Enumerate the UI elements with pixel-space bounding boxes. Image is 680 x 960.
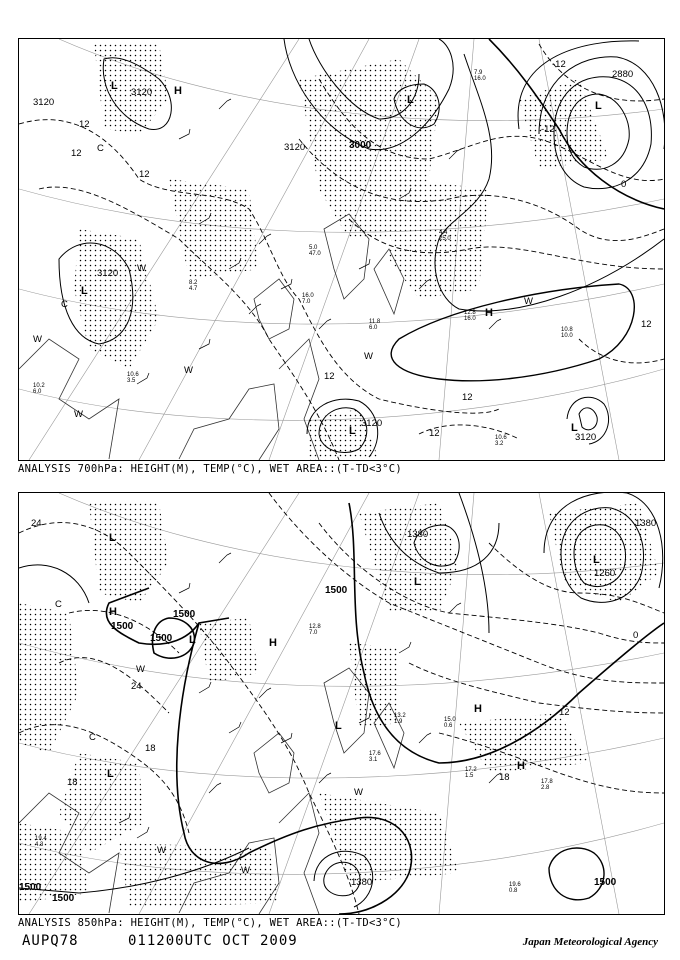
warm-marker: W [354,787,363,798]
low-pressure-marker: L [109,532,116,544]
map-700hpa-caption: ANALYSIS 700hPa: HEIGHT(M), TEMP(°C), WET AREA::(T-TD<3°C) [18,463,403,475]
warm-marker: W [184,365,193,376]
chart-datetime: 011200UTC OCT 2009 [128,933,298,949]
height-label: 1260 [594,568,616,579]
station-value: 4.4 25.0 [439,230,451,242]
station-value: 10.6 3.5 [127,372,139,384]
height-label: 1500 [594,877,617,888]
temperature-label: 0 [621,179,627,190]
height-label: 1500 [150,633,173,644]
temperature-label: 18 [67,777,78,788]
warm-marker: W [157,845,166,856]
cold-marker: C [97,143,104,154]
temperature-label: 0 [633,630,639,641]
height-label: 1380 [635,518,657,529]
station-value: 16.0 7.0 [302,293,314,305]
high-pressure-marker: H [474,703,482,715]
height-label: 3120 [284,142,306,153]
high-pressure-marker: H [269,637,277,649]
high-pressure-marker: H [485,307,493,319]
high-pressure-marker: H [109,606,117,618]
station-value: 17.2 1.5 [465,767,477,779]
high-pressure-marker: H [174,85,182,97]
height-label: 3120 [131,87,153,98]
map-850hpa-chart [19,493,664,914]
wet-areas [19,503,659,908]
temperature-label: 12 [324,371,335,382]
station-value: 10.8 10.0 [561,327,573,339]
station-value: 10.6 3.2 [495,435,507,447]
station-value: 19.6 0.8 [509,882,521,894]
agency-name: Japan Meteorological Agency [522,936,658,948]
low-pressure-marker: L [571,422,578,434]
temperature-label: 18 [499,772,510,783]
station-value: 17.8 2.8 [541,779,553,791]
low-pressure-marker: L [107,768,114,780]
station-value: 8.2 4.7 [189,280,198,292]
warm-marker: W [137,263,146,274]
map-850hpa [18,492,665,915]
cold-marker: C [55,599,62,610]
height-label: 1380 [407,529,429,540]
station-value: 15.0 0.6 [444,717,456,729]
low-pressure-marker: L [349,425,356,437]
warm-marker: W [524,296,533,307]
map-850hpa-caption: ANALYSIS 850hPa: HEIGHT(M), TEMP(°C), WET AREA::(T-TD<3°C) [18,917,403,929]
height-label: 3120 [97,268,119,279]
station-value: 7.9 16.0 [474,70,486,82]
temperature-label: 12 [71,148,82,159]
height-label: 1500 [19,882,42,893]
map-700hpa [18,38,665,461]
station-value: 17.6 3.1 [369,751,381,763]
low-pressure-marker: L [111,80,118,92]
height-label: 1500 [173,609,196,620]
temperature-label: 12 [429,428,440,439]
height-label: 1500 [52,893,75,904]
temperature-label: 12 [139,169,150,180]
low-pressure-marker: L [595,100,602,112]
high-pressure-marker: H [517,760,525,772]
low-pressure-marker: L [407,94,414,106]
station-value: 13.2 1.9 [394,713,406,725]
temperature-label: 24 [31,518,42,529]
low-pressure-marker: L [335,720,342,732]
temperature-label: 12 [641,319,652,330]
height-label: 2880 [612,69,634,80]
height-label: 3120 [361,418,383,429]
temperature-label: -12 [552,59,566,70]
temperature-label: 12 [79,119,90,130]
temperature-label: 24 [131,681,142,692]
height-label: 3120 [33,97,55,108]
station-value: 12.8 16.0 [464,310,476,322]
low-pressure-marker: L [593,554,600,566]
height-label: 1500 [325,585,348,596]
station-value: 12.8 7.0 [309,624,321,636]
station-value: 11.8 6.0 [369,319,381,331]
station-value: 10.2 6.0 [33,383,45,395]
station-value: 5.0 47.0 [309,245,321,257]
temperature-label: 12 [462,392,473,403]
low-pressure-marker: L [414,576,421,588]
chart-code: AUPQ78 [22,933,79,949]
low-pressure-marker: L [81,285,88,297]
cold-marker: C [61,299,68,310]
height-label: 3000 [349,140,372,151]
height-label: 1500 [111,621,134,632]
low-pressure-marker: L [189,634,196,646]
cold-marker: C [89,732,96,743]
height-label: 1380 [351,877,373,888]
temperature-label: 12 [559,707,570,718]
temperature-label: 18 [145,743,156,754]
map-700hpa-chart [19,39,664,460]
warm-marker: W [33,334,42,345]
warm-marker: W [241,865,250,876]
warm-marker: W [136,664,145,675]
temperature-label: -12 [541,124,555,135]
warm-marker: W [74,409,83,420]
warm-marker: W [364,351,373,362]
height-label: 3120 [575,432,597,443]
station-value: 19.4 4.3 [35,836,47,848]
wet-areas [74,44,609,460]
